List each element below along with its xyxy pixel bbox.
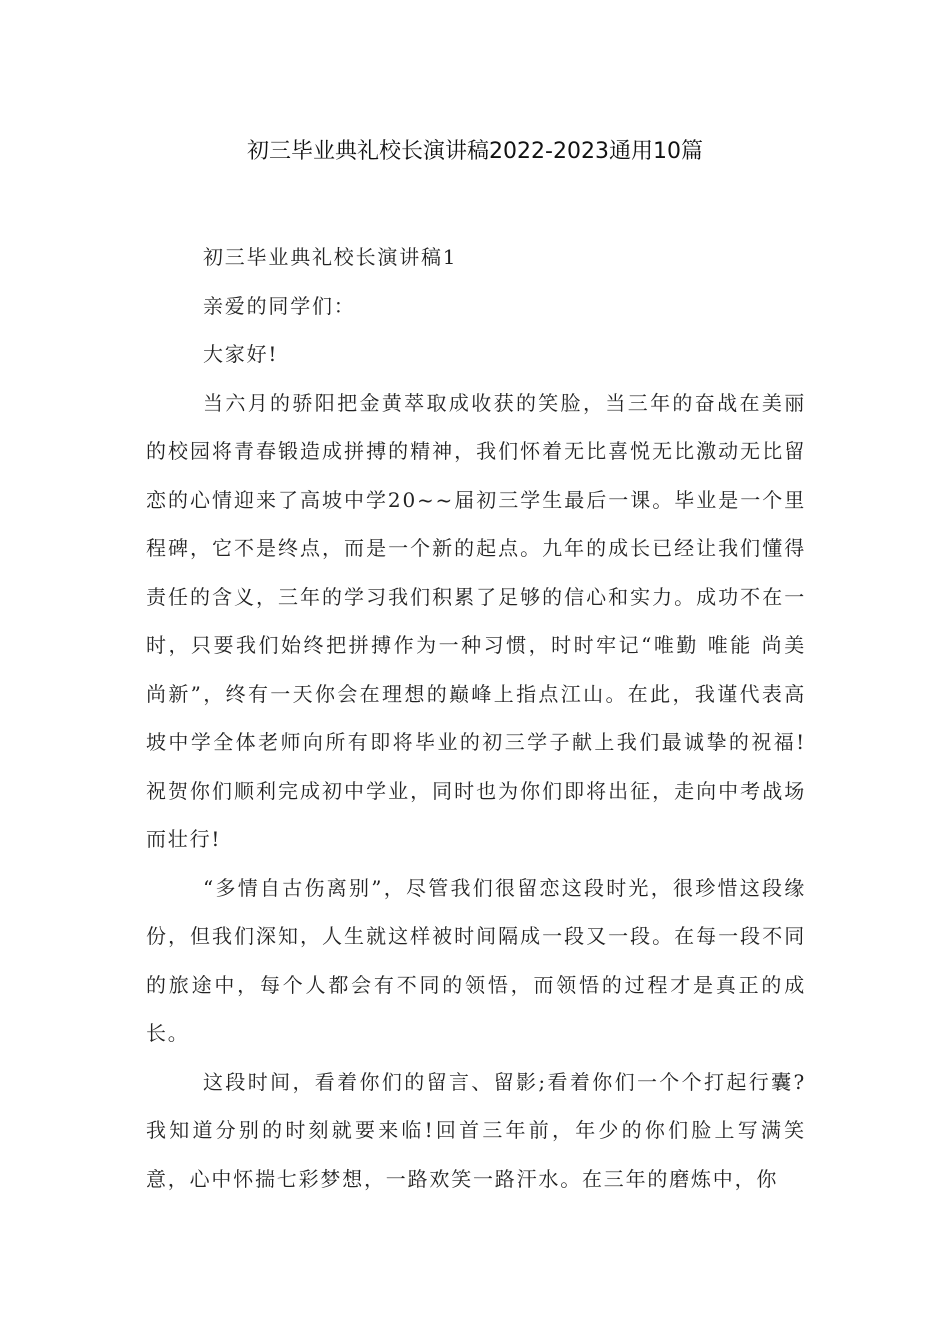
section-heading: 初三毕业典礼校长演讲稿1 [203, 245, 458, 269]
paragraph: “多情自古伤离别”，尽管我们很留恋这段时光，很珍惜这段缘份，但我们深知，人生就这样被时间隔成一段又一段。在每一段不同的旅途中，每个人都会有不同的领悟，而领悟的过程才是真正的成长。 [146, 875, 806, 1045]
greeting: 大家好! [203, 342, 279, 366]
paragraph: 这段时间，看着你们的留言、留影;看着你们一个个打起行囊?我知道分别的时刻就要来临!回首三年前，年少的你们脸上写满笑意，心中怀揣七彩梦想，一路欢笑一路汗水。在三年的磨炼中，你 [146, 1069, 806, 1191]
salutation: 亲爱的同学们： [203, 293, 356, 318]
document-title: 初三毕业典礼校长演讲稿2022-2023通用10篇 [247, 139, 703, 164]
paragraph: 当六月的骄阳把金黄萃取成收获的笑脸，当三年的奋战在美丽的校园将青春锻造成拼搏的精神，我们怀着无比喜悦无比激动无比留恋的心情迎来了高坡中学20~~届初三学生最后一课。毕业是一个里程碑，它不是终点，而是一个新的起点。九年的成长已经让我们懂得责任的含义，三年的学习我们积累了足够的信心和实力。成功不在一时，只要我们始终把拼搏作为一种习惯，时时牢记“唯勤 唯能 尚美 尚新”，终有一天你会在理想的巅峰上指点江山。在此，我谨代表高坡中学全体老师向所有即将毕业的初三学子献上我们最诚挚的祝福!祝贺你们顺利完成初中学业，同时也为你们即将出征，走向中考战场而壮行! [146, 390, 806, 851]
document-body [146, 233, 806, 1203]
